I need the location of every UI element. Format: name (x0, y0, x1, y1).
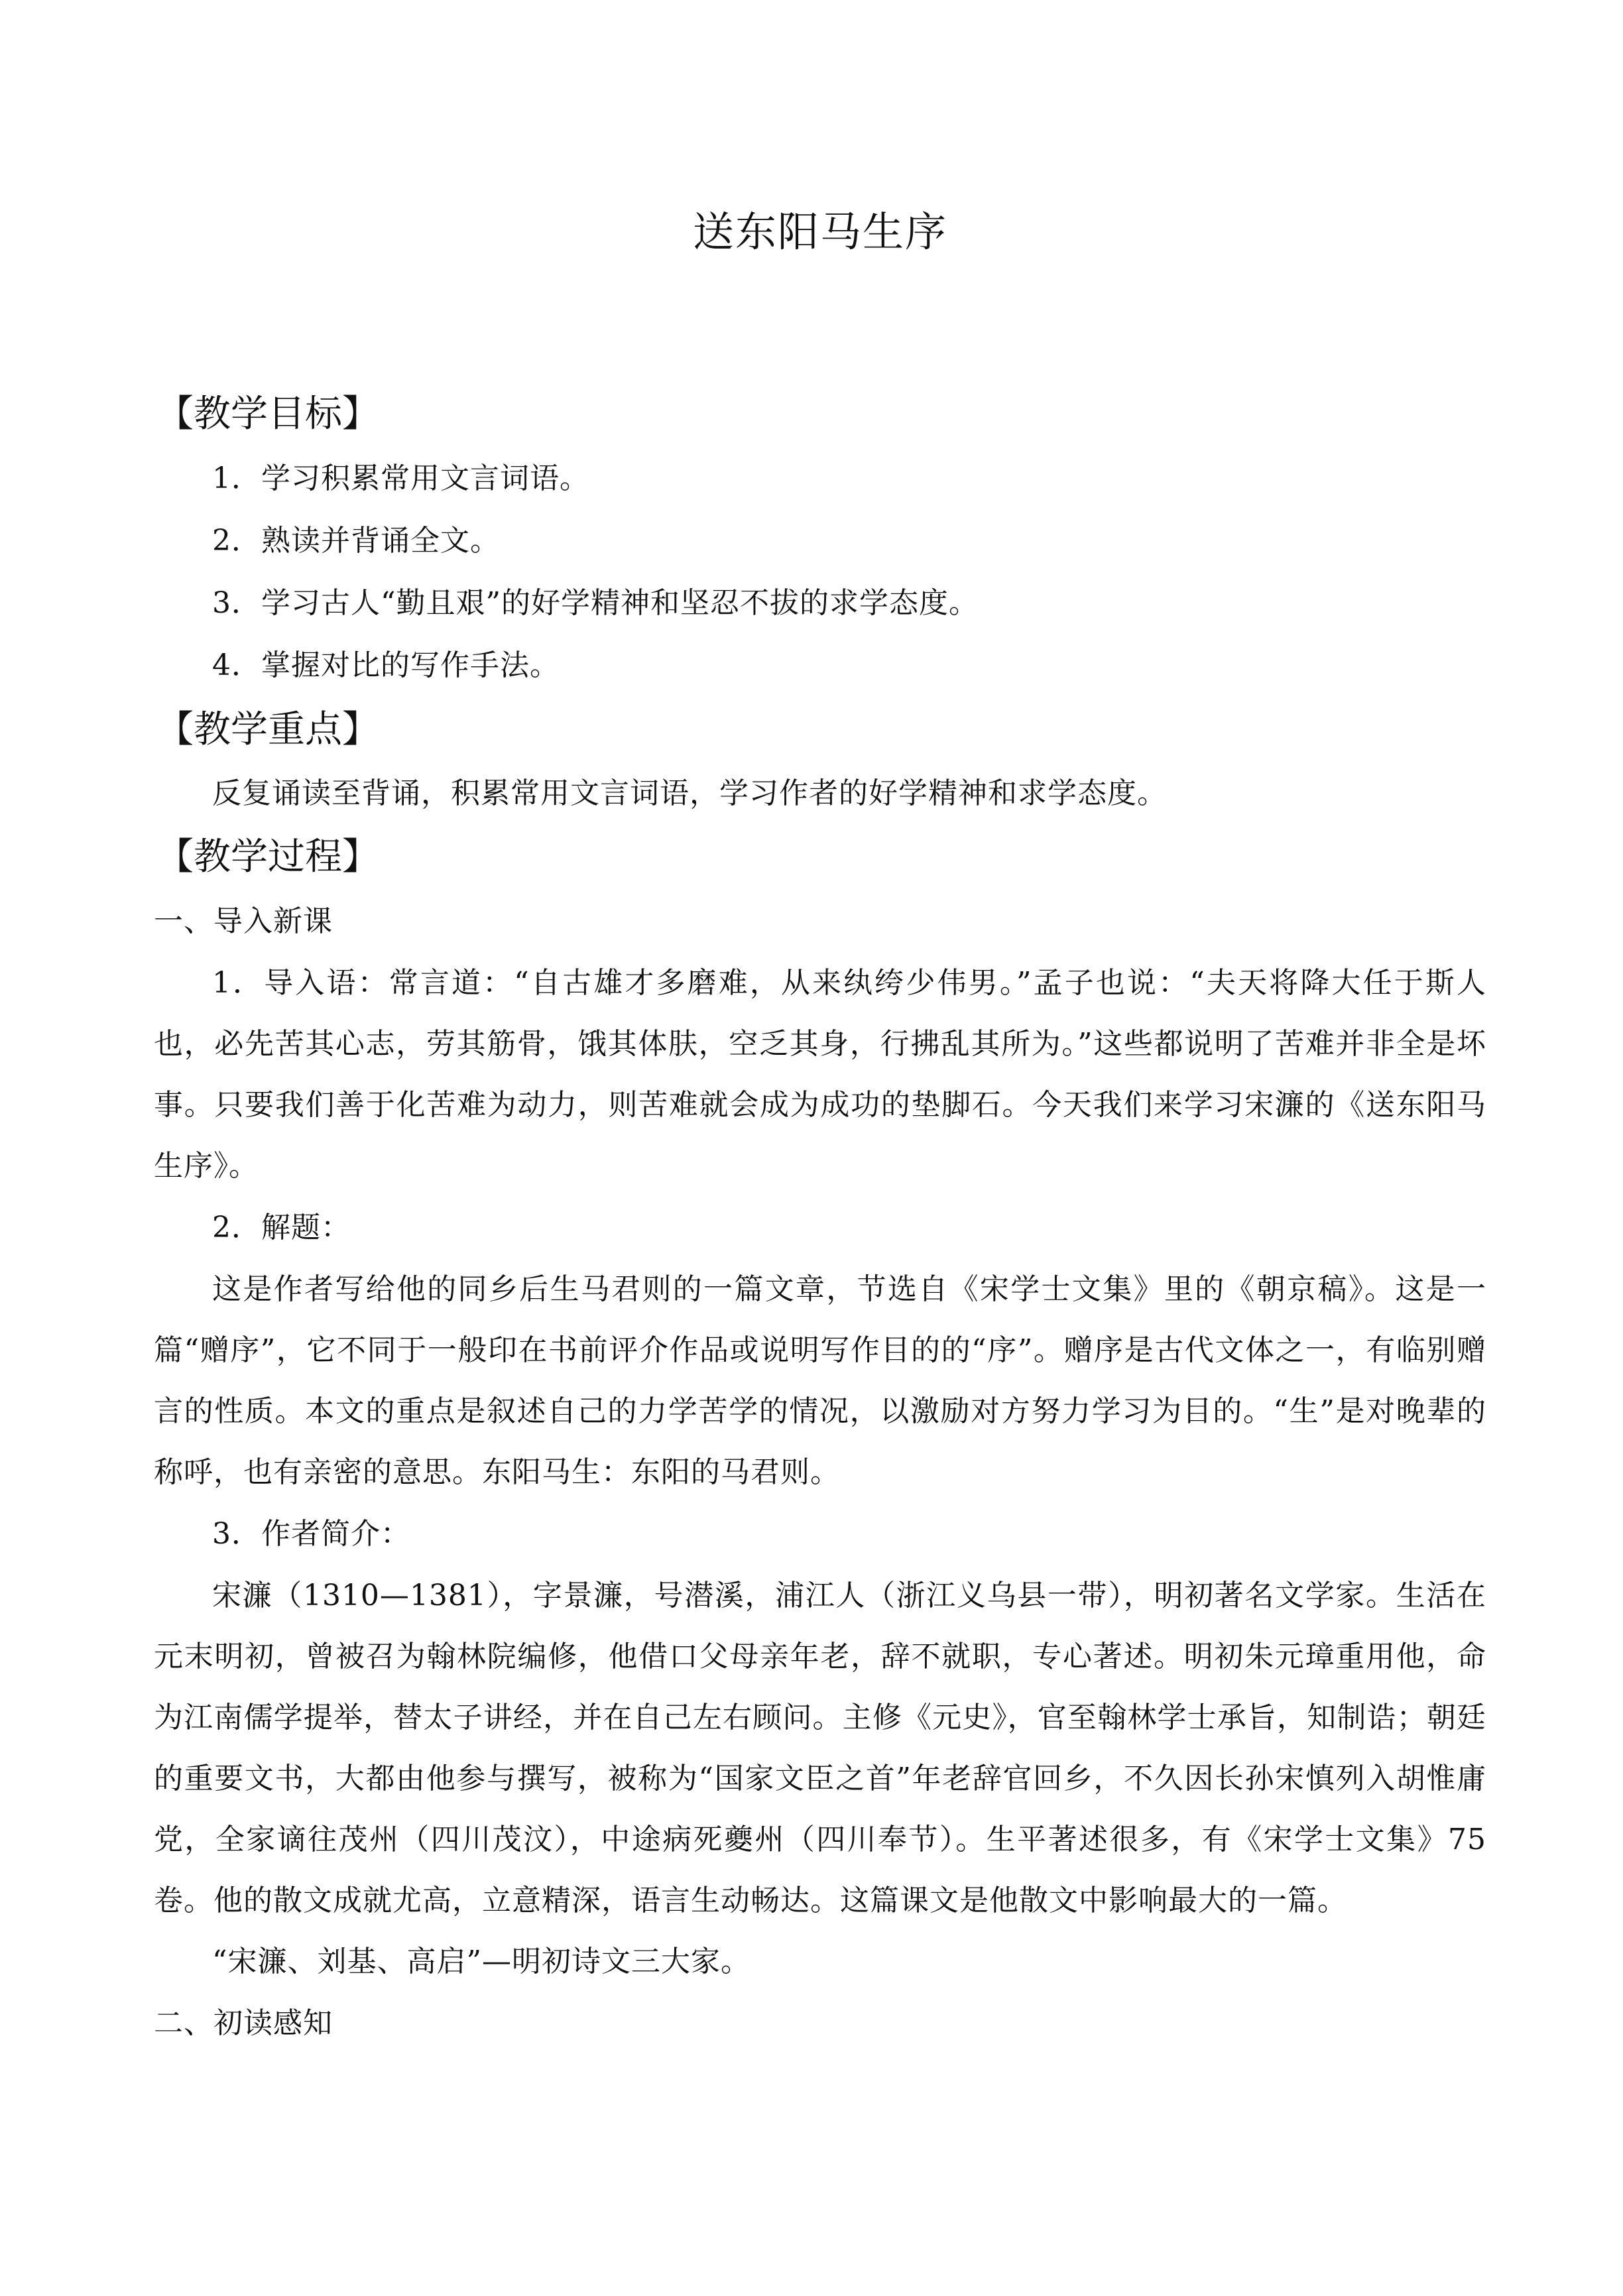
section-heading-intro: 一、导入新课 (154, 904, 333, 938)
objective-item-1: 1．学习积累常用文言词语。 (212, 461, 589, 495)
intro-label-2: 2．解题： (212, 1211, 351, 1244)
document-body (154, 381, 1486, 2055)
document-title: 送东阳马生序 (692, 208, 947, 256)
key-points-heading: 【教学重点】 (156, 708, 379, 751)
objective-item-3: 3．学习古人“勤且艰”的好学精神和坚忍不拔的求学态度。 (212, 586, 979, 620)
objective-item-2: 2．熟读并背诵全文。 (212, 524, 500, 558)
intro-label-3: 3．作者简介： (212, 1517, 410, 1551)
section-heading-first-reading: 二、初读感知 (154, 2006, 333, 2040)
intro-paragraph-1: 1．导入语：常言道：“自古雄才多磨难，从来纨绔少伟男。”孟子也说：“夫天将降大任于斯人也，必先苦其心志，劳其筋骨，饿其体肤，空乏其身，行拂乱其所为。”这些都说明了苦难并非全是坏事。只要我们善于化苦难为动力，则苦难就会成为成功的垫脚石。今天我们来学习宋濂的《送东阳马生序》。 (154, 966, 1486, 1183)
document-page (154, 0, 1486, 2296)
key-points-text: 反复诵读至背诵，积累常用文言词语，学习作者的好学精神和求学态度。 (212, 776, 1167, 810)
objective-item-4: 4．掌握对比的写作手法。 (212, 648, 560, 682)
intro-paragraph-2: 这是作者写给他的同乡后生马君则的一篇文章，节选自《宋学士文集》里的《朝京稿》。这是一篇“赠序”，它不同于一般印在书前评介作品或说明写作目的的“序”。赠序是古代文体之一，有临别赠言的性质。本文的重点是叙述自己的力学苦学的情况，以激励对方努力学习为目的。“生”是对晚辈的称呼，也有亲密的意思。东阳马生：东阳的马君则。 (154, 1272, 1486, 1489)
intro-paragraph-4: “宋濂、刘基、高启”—明初诗文三大家。 (212, 1945, 751, 1978)
objectives-heading: 【教学目标】 (156, 393, 379, 436)
intro-paragraph-3: 宋濂（1310—1381），字景濂，号潜溪，浦江人（浙江义乌县一带），明初著名文学家。生活在元末明初，曾被召为翰林院编修，他借口父母亲年老，辞不就职，专心著述。明初朱元璋重用他，命为江南儒学提举，替太子讲经，并在自己左右顾问。主修《元史》，官至翰林学士承旨，知制诰；朝廷的重要文书，大都由他参与撰写，被称为“国家文臣之首”年老辞官回乡，不久因长孙宋慎列入胡惟庸党，全家谪往茂州（四川茂汶），中途病死夔州（四川奉节）。生平著述很多，有《宋学士文集》75 卷。他的散文成就尤高，立意精深，语言生动畅达。这篇课文是他散文中影响最大的一篇。 (154, 1579, 1486, 1917)
process-heading: 【教学过程】 (156, 835, 379, 878)
